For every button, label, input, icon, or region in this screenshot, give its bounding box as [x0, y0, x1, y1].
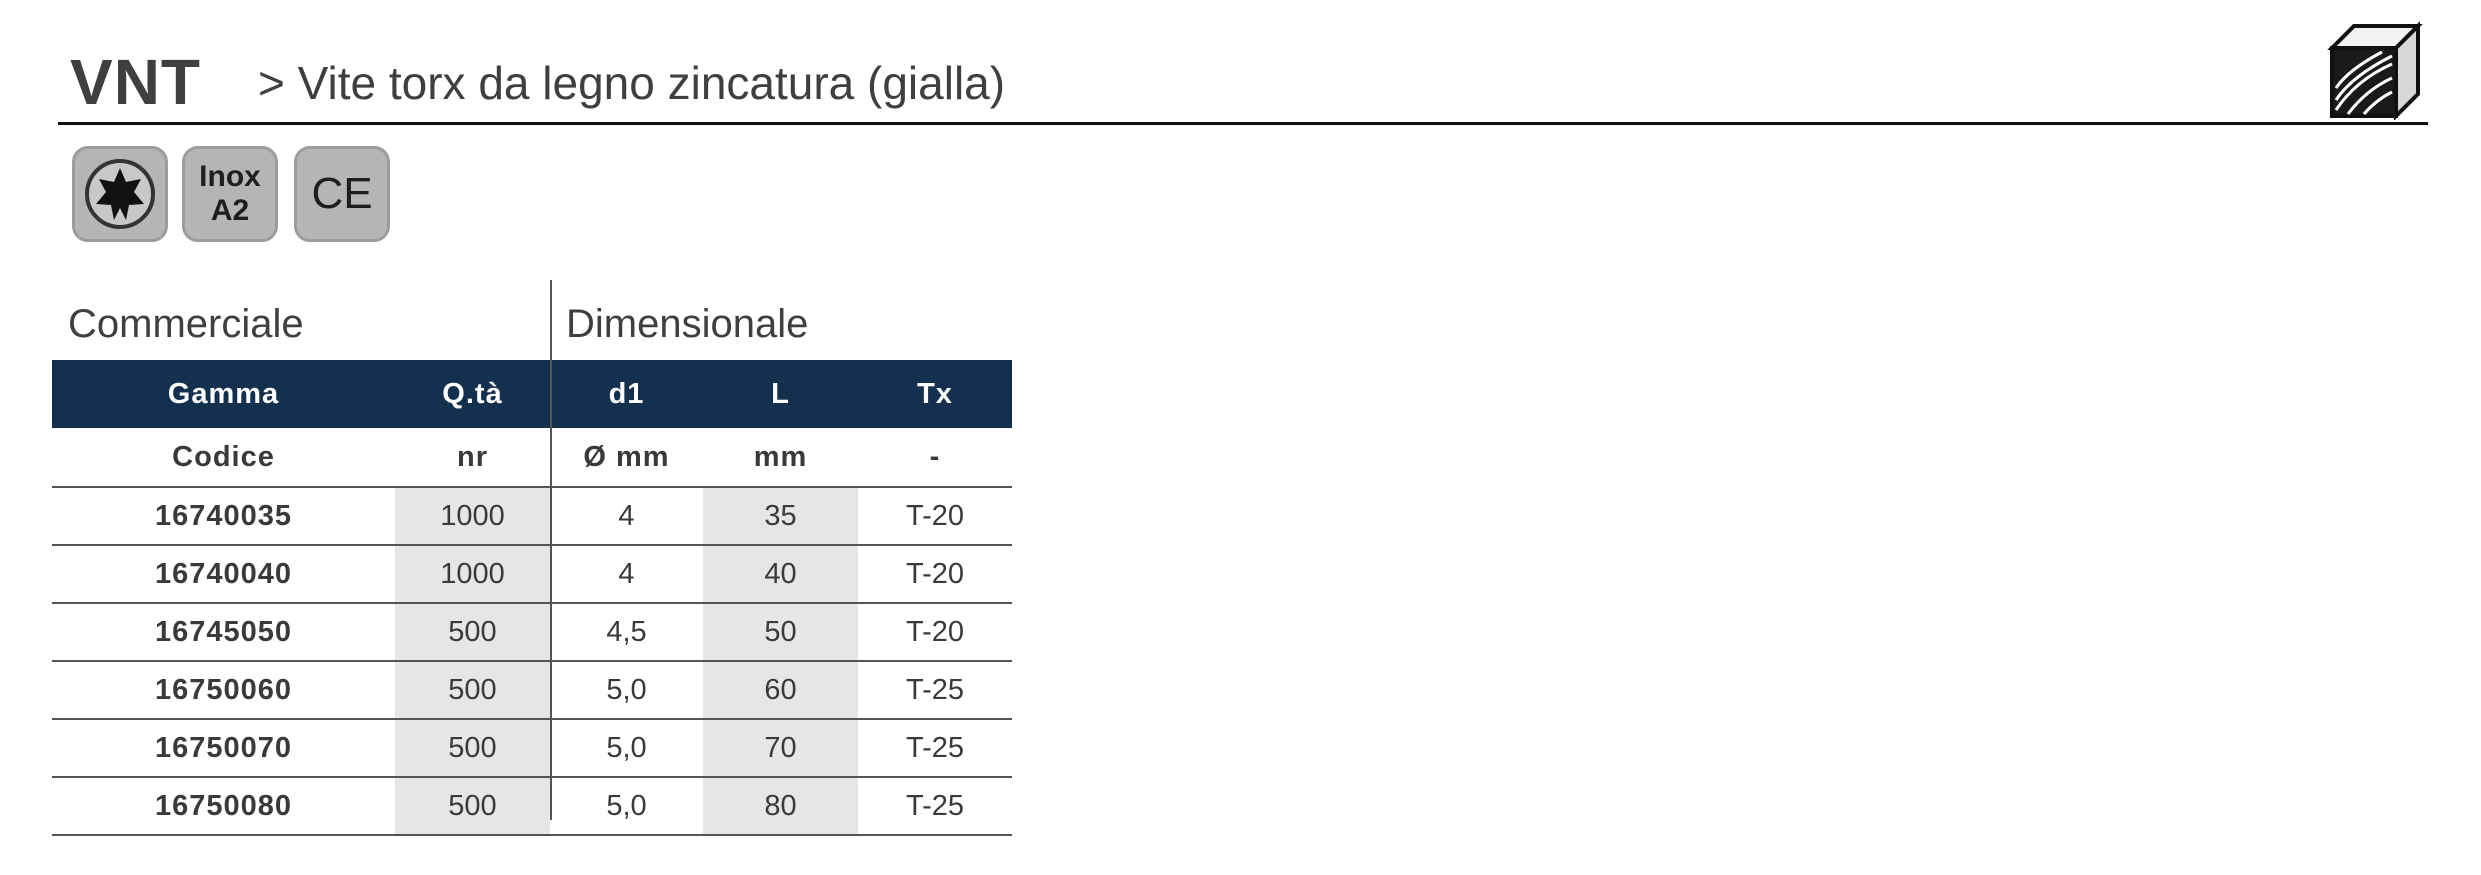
cell-qta: 1000 [395, 545, 550, 603]
table-row [52, 719, 1012, 777]
cell-l: 60 [703, 661, 858, 719]
cell-d1: 4 [550, 487, 703, 545]
col-header-tx: Tx [858, 360, 1012, 428]
cell-qta: 1000 [395, 487, 550, 545]
inox-badge-line1: Inox [199, 160, 261, 193]
ce-mark: CE [311, 169, 373, 218]
cell-codice: 16740040 [52, 545, 395, 603]
cell-qta: 500 [395, 719, 550, 777]
cell-l: 50 [703, 603, 858, 661]
cell-qta: 500 [395, 777, 550, 835]
table-row [52, 661, 1012, 719]
torx-badge [72, 146, 168, 242]
cell-tx: T-25 [858, 661, 1012, 719]
col-header-gamma: Gamma [52, 360, 395, 428]
cell-d1: 5,0 [550, 719, 703, 777]
table-row [52, 777, 1012, 835]
col-header-qta: Q.tà [395, 360, 550, 428]
cell-tx: T-20 [858, 487, 1012, 545]
product-code: VNT [70, 46, 201, 118]
cell-tx: T-25 [858, 719, 1012, 777]
cell-qta: 500 [395, 661, 550, 719]
col-header-l: L [703, 360, 858, 428]
section-commerciale: Commerciale [68, 302, 304, 346]
table-row [52, 487, 1012, 545]
cell-l: 40 [703, 545, 858, 603]
torx-drive-icon [84, 158, 156, 230]
product-description: > Vite torx da legno zincatura (gialla) [258, 57, 1006, 109]
unit-diameter: Ø mm [550, 428, 703, 487]
inox-a2-badge [182, 146, 278, 242]
ce-badge [294, 146, 390, 242]
col-header-d1: d1 [550, 360, 703, 428]
cell-l: 70 [703, 719, 858, 777]
cell-codice: 16745050 [52, 603, 395, 661]
header-rule [58, 122, 2428, 125]
unit-tx: - [858, 428, 1012, 487]
section-dimensionale: Dimensionale [566, 302, 809, 346]
unit-codice: Codice [52, 428, 395, 487]
wood-grain-icon [2326, 20, 2424, 120]
cell-d1: 5,0 [550, 661, 703, 719]
cell-d1: 5,0 [550, 777, 703, 835]
cell-d1: 4,5 [550, 603, 703, 661]
cell-l: 35 [703, 487, 858, 545]
cell-codice: 16750070 [52, 719, 395, 777]
cell-qta: 500 [395, 603, 550, 661]
cell-d1: 4 [550, 545, 703, 603]
cell-tx: T-20 [858, 603, 1012, 661]
section-divider [550, 280, 552, 820]
cell-codice: 16740035 [52, 487, 395, 545]
cell-l: 80 [703, 777, 858, 835]
inox-badge-line2: A2 [210, 194, 250, 227]
cell-tx: T-20 [858, 545, 1012, 603]
unit-length: mm [703, 428, 858, 487]
cell-codice: 16750060 [52, 661, 395, 719]
cell-codice: 16750080 [52, 777, 395, 835]
table-row [52, 545, 1012, 603]
table-row [52, 603, 1012, 661]
product-table [52, 280, 1012, 836]
unit-nr: nr [395, 428, 550, 487]
cell-tx: T-25 [858, 777, 1012, 835]
